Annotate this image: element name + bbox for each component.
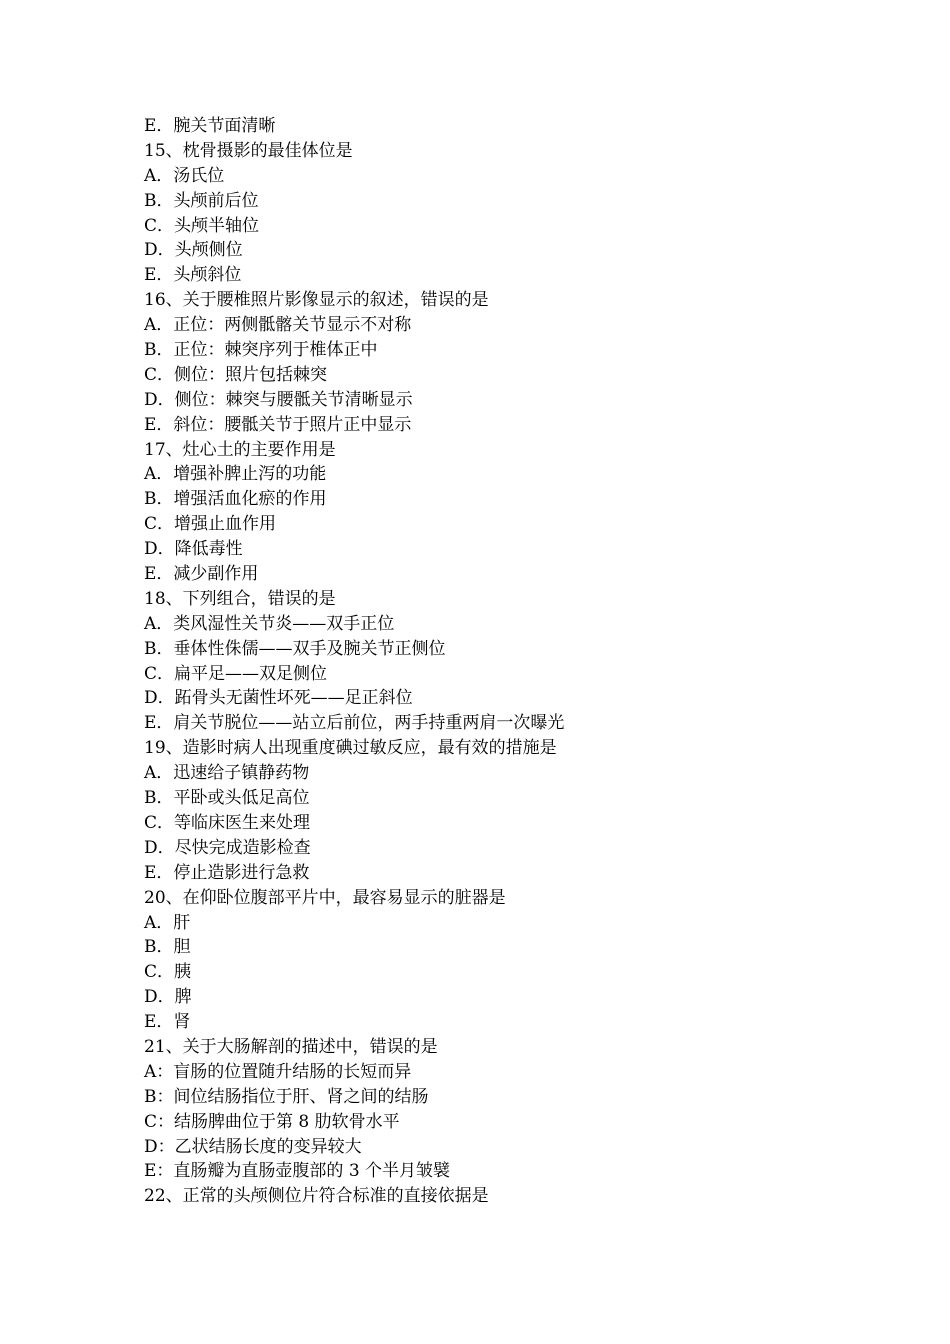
- option-e-q19: E．停止造影进行急救: [144, 862, 310, 883]
- option-c-q19: C．等临床医生来处理: [144, 812, 311, 833]
- option-b-q15: B．头颅前后位: [144, 190, 259, 211]
- option-e-q15: E．头颅斜位: [144, 265, 242, 286]
- option-c-q21: C：结肠脾曲位于第 8 肋软骨水平: [144, 1111, 400, 1132]
- question-19: 19、造影时病人出现重度碘过敏反应，最有效的措施是: [144, 738, 557, 759]
- option-e-q16: E．斜位：腰骶关节于照片正中显示: [144, 414, 412, 435]
- option-c-q20: C．胰: [144, 962, 192, 983]
- question-21: 21、关于大肠解剖的描述中，错误的是: [144, 1036, 438, 1057]
- question-16: 16、关于腰椎照片影像显示的叙述，错误的是: [144, 290, 489, 311]
- option-b-q16: B．正位：棘突序列于椎体正中: [144, 340, 378, 361]
- option-e-q14: E．腕关节面清晰: [144, 116, 276, 136]
- option-d-q15: D．头颅侧位: [144, 240, 243, 261]
- option-e-q17: E．减少副作用: [144, 564, 259, 585]
- option-a-q15: A．汤氏位: [144, 165, 225, 186]
- option-a-q20: A．肝: [144, 912, 191, 933]
- question-text-block: [144, 114, 844, 1209]
- option-d-q21: D：乙状结肠长度的变异较大: [144, 1136, 362, 1157]
- question-17: 17、灶心土的主要作用是: [144, 439, 336, 460]
- option-d-q18: D．跖骨头无菌性坏死——足正斜位: [144, 688, 413, 709]
- option-d-q17: D．降低毒性: [144, 539, 243, 560]
- question-18: 18、下列组合，错误的是: [144, 588, 336, 609]
- option-e-q20: E．肾: [144, 1012, 191, 1033]
- option-a-q17: A．增强补脾止泻的功能: [144, 464, 327, 485]
- option-d-q19: D．尽快完成造影检查: [144, 837, 311, 858]
- option-e-q21: E：直肠瓣为直肠壶腹部的 3 个半月皱襞: [144, 1161, 451, 1182]
- option-e-q18: E．肩关节脱位——站立后前位，两手持重两肩一次曝光: [144, 713, 565, 734]
- option-d-q20: D．脾: [144, 987, 192, 1008]
- option-a-q18: A．类风湿性关节炎——双手正位: [144, 613, 395, 634]
- option-b-q18: B．垂体性侏儒——双手及腕关节正侧位: [144, 638, 446, 659]
- option-c-q17: C．增强止血作用: [144, 514, 277, 535]
- option-c-q16: C．侧位：照片包括棘突: [144, 364, 328, 385]
- option-d-q16: D．侧位：棘突与腰骶关节清晰显示: [144, 389, 413, 410]
- option-b-q21: B：间位结肠指位于肝、肾之间的结肠: [144, 1086, 429, 1107]
- option-c-q15: C．头颅半轴位: [144, 215, 260, 236]
- option-a-q19: A．迅速给子镇静药物: [144, 763, 310, 784]
- option-b-q19: B．平卧或头低足高位: [144, 788, 310, 809]
- question-22: 22、正常的头颅侧位片符合标准的直接依据是: [144, 1186, 489, 1207]
- option-a-q16: A．正位：两侧骶髂关节显示不对称: [144, 315, 412, 336]
- question-20: 20、在仰卧位腹部平片中，最容易显示的脏器是: [144, 887, 506, 908]
- question-15: 15、枕骨摄影的最佳体位是: [144, 140, 353, 161]
- option-c-q18: C．扁平足——双足侧位: [144, 663, 328, 684]
- option-b-q17: B．增强活血化瘀的作用: [144, 489, 327, 510]
- option-a-q21: A：盲肠的位置随升结肠的长短而异: [144, 1061, 412, 1082]
- option-b-q20: B．胆: [144, 937, 191, 958]
